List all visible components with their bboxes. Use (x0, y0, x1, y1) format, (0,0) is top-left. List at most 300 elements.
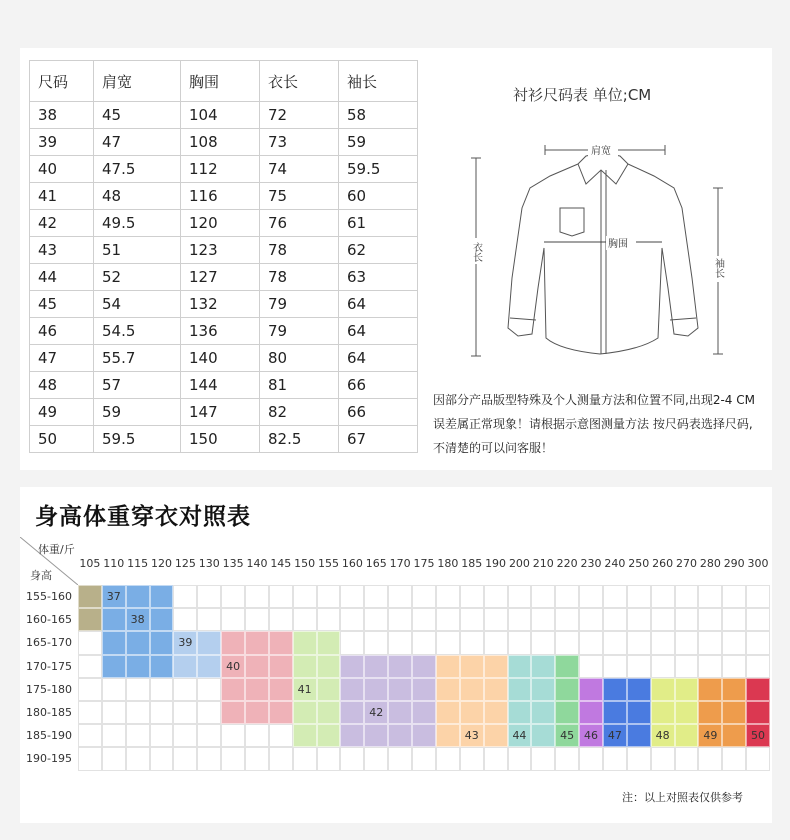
size-region-cell (531, 701, 555, 724)
weight-header: 110 (103, 557, 125, 570)
size-region-cell (388, 655, 412, 678)
corner-header (20, 537, 78, 585)
grid-cell (531, 747, 555, 770)
size-region-cell (484, 724, 508, 747)
size-region-cell (293, 655, 317, 678)
grid-cell (197, 585, 221, 608)
size-region-cell (722, 701, 746, 724)
table-row (30, 210, 418, 237)
table-cell: 54 (94, 291, 181, 318)
size-region-cell (746, 701, 770, 724)
grid-cell (150, 678, 174, 701)
weight-header: 220 (556, 557, 578, 570)
grid-cell (460, 608, 484, 631)
table-cell: 132 (181, 291, 260, 318)
grid-cell (460, 585, 484, 608)
size-region-cell (78, 585, 102, 608)
grid-cell (675, 608, 699, 631)
header-length: 衣长 (260, 61, 339, 102)
size-region-cell (436, 678, 460, 701)
weight-header: 130 (198, 557, 220, 570)
grid-cell (627, 631, 651, 654)
length-label: 衣长 (470, 242, 482, 262)
table-row (30, 318, 418, 345)
size-region-cell (126, 655, 150, 678)
size-region-cell (412, 701, 436, 724)
grid-cell (579, 631, 603, 654)
grid-cell (245, 747, 269, 770)
table-row (30, 129, 418, 156)
size-label: 43 (464, 729, 479, 743)
table-cell: 81 (260, 372, 339, 399)
size-region-cell (508, 655, 532, 678)
grid-cell (722, 608, 746, 631)
grid-cell (269, 747, 293, 770)
grid-cell (651, 747, 675, 770)
grid-cell (150, 724, 174, 747)
weight-header: 160 (341, 557, 363, 570)
table-cell: 147 (181, 399, 260, 426)
grid-cell (173, 585, 197, 608)
grid-cell (508, 747, 532, 770)
size-region-cell (269, 678, 293, 701)
grid-cell (698, 747, 722, 770)
size-region-cell (508, 701, 532, 724)
table-cell: 59.5 (94, 426, 181, 453)
grid-cell (531, 631, 555, 654)
table-cell: 127 (181, 264, 260, 291)
table-cell: 59.5 (339, 156, 418, 183)
grid-cell (126, 678, 150, 701)
table-cell: 48 (30, 372, 94, 399)
table-cell: 108 (181, 129, 260, 156)
size-region-cell (317, 701, 341, 724)
grid-cell (293, 608, 317, 631)
grid-cell (579, 655, 603, 678)
size-region-cell (78, 608, 102, 631)
table-cell: 59 (339, 129, 418, 156)
size-region-cell (698, 701, 722, 724)
sleeve-label: 袖长 (712, 258, 724, 278)
weight-header: 140 (246, 557, 268, 570)
size-region-cell (412, 655, 436, 678)
weight-header: 135 (222, 557, 244, 570)
grid-cell (78, 655, 102, 678)
table-cell: 59 (94, 399, 181, 426)
size-region-cell (388, 724, 412, 747)
grid-cell (555, 585, 579, 608)
size-label: 39 (178, 636, 193, 650)
size-label: 40 (226, 659, 241, 673)
height-weight-grid (20, 537, 770, 771)
size-region-cell (245, 678, 269, 701)
grid-cell (78, 701, 102, 724)
size-region-cell (698, 678, 722, 701)
size-label: 38 (130, 613, 145, 627)
size-region-cell (340, 655, 364, 678)
grid-cell (484, 608, 508, 631)
grid-cell (579, 608, 603, 631)
size-region-cell (460, 701, 484, 724)
size-region-cell (627, 724, 651, 747)
grid-cell (436, 608, 460, 631)
size-region-cell (436, 724, 460, 747)
size-region-cell (484, 678, 508, 701)
grid-cell (555, 631, 579, 654)
grid-cell (746, 608, 770, 631)
grid-cell (531, 585, 555, 608)
grid-cell (508, 608, 532, 631)
size-region-cell (221, 701, 245, 724)
size-region-cell (388, 701, 412, 724)
table-row (30, 291, 418, 318)
size-region-cell (269, 631, 293, 654)
size-region-cell (722, 678, 746, 701)
grid-cell (221, 724, 245, 747)
size-label: 42 (369, 706, 384, 719)
size-region-cell (269, 701, 293, 724)
table-row (30, 345, 418, 372)
size-region-cell (317, 678, 341, 701)
size-region-cell (126, 585, 150, 608)
table-cell: 46 (30, 318, 94, 345)
table-cell: 57 (94, 372, 181, 399)
weight-header: 250 (628, 557, 650, 570)
size-region-cell (675, 701, 699, 724)
size-label: 44 (512, 729, 527, 743)
size-region-cell (221, 678, 245, 701)
grid-cell (102, 701, 126, 724)
grid-cell (436, 631, 460, 654)
grid-cell (340, 585, 364, 608)
size-region-cell (627, 678, 651, 701)
size-region-cell (484, 655, 508, 678)
height-row-label: 180-185 (26, 706, 72, 719)
shirt-size-table (29, 60, 418, 453)
table-row (30, 237, 418, 264)
grid-cell (78, 724, 102, 747)
grid-cell (603, 655, 627, 678)
size-label: 48 (655, 729, 670, 743)
size-region-cell (150, 585, 174, 608)
grid-cell (293, 747, 317, 770)
grid-cell (388, 585, 412, 608)
grid-cell (317, 747, 341, 770)
grid-cell (317, 608, 341, 631)
grid-cell (102, 678, 126, 701)
grid-cell (675, 631, 699, 654)
grid-cell (460, 631, 484, 654)
grid-cell (722, 631, 746, 654)
size-region-cell (531, 655, 555, 678)
grid-cell (603, 585, 627, 608)
size-label: 47 (607, 729, 622, 743)
size-label: 49 (703, 729, 718, 743)
grid-cell (364, 747, 388, 770)
table-cell: 62 (339, 237, 418, 264)
grid-cell (436, 747, 460, 770)
grid-cell (269, 608, 293, 631)
table-cell: 39 (30, 129, 94, 156)
grid-cell (221, 585, 245, 608)
size-region-cell (317, 655, 341, 678)
weight-header: 280 (699, 557, 721, 570)
table-row (30, 156, 418, 183)
grid-cell (364, 631, 388, 654)
shoulder-label: 肩宽 (591, 146, 611, 157)
height-row-label: 160-165 (26, 613, 72, 627)
grid-cell (484, 585, 508, 608)
grid-cell (603, 608, 627, 631)
weight-header: 260 (652, 557, 674, 570)
table-header-row (30, 61, 418, 102)
size-region-cell (102, 608, 126, 631)
grid-cell (150, 701, 174, 724)
table-cell: 42 (30, 210, 94, 237)
header-chest: 胸围 (181, 61, 260, 102)
table-cell: 75 (260, 183, 339, 210)
size-region-cell (245, 701, 269, 724)
table-cell: 61 (339, 210, 418, 237)
chest-label: 胸围 (608, 239, 628, 250)
weight-header: 185 (461, 557, 483, 570)
height-row-label: 170-175 (26, 659, 72, 673)
weight-header: 165 (365, 557, 387, 570)
table-cell: 49.5 (94, 210, 181, 237)
grid-cell (126, 724, 150, 747)
table-cell: 72 (260, 102, 339, 129)
height-row-label: 185-190 (26, 729, 72, 743)
size-region-cell (245, 631, 269, 654)
grid-cell (364, 585, 388, 608)
grid-cell (698, 655, 722, 678)
size-region-cell (412, 678, 436, 701)
table-cell: 64 (339, 291, 418, 318)
grid-cell (364, 608, 388, 631)
size-region-cell (555, 655, 579, 678)
table-row (30, 183, 418, 210)
weight-header: 190 (485, 557, 507, 570)
grid-cell (722, 747, 746, 770)
grid-cell (412, 747, 436, 770)
grid-cell (78, 678, 102, 701)
grid-cell (221, 608, 245, 631)
grid-cell (173, 608, 197, 631)
grid-cell (579, 747, 603, 770)
header-shoulder: 肩宽 (94, 61, 181, 102)
weight-header: 200 (508, 557, 530, 570)
table-cell: 79 (260, 318, 339, 345)
grid-cell (340, 608, 364, 631)
weight-header: 105 (79, 557, 101, 570)
size-label: 50 (751, 729, 766, 743)
table-cell: 150 (181, 426, 260, 453)
grid-cell (102, 724, 126, 747)
size-region-cell (675, 724, 699, 747)
grid-cell (317, 585, 341, 608)
table-cell: 82 (260, 399, 339, 426)
size-region-cell (555, 701, 579, 724)
size-label: 46 (584, 729, 599, 743)
size-region-cell (436, 701, 460, 724)
size-region-cell (579, 701, 603, 724)
table-cell: 41 (30, 183, 94, 210)
height-row-label: 155-160 (26, 590, 72, 603)
weight-header: 155 (318, 557, 340, 570)
height-row-label: 175-180 (26, 682, 72, 696)
weight-header: 210 (532, 557, 554, 570)
size-region-cell (245, 655, 269, 678)
grid-cell (173, 701, 197, 724)
header-size: 尺码 (30, 61, 94, 102)
grid-cell (603, 631, 627, 654)
table-cell: 64 (339, 318, 418, 345)
size-label: 45 (560, 729, 575, 743)
grid-cell (293, 585, 317, 608)
size-region-cell (388, 678, 412, 701)
size-region-cell (293, 701, 317, 724)
grid-cell (579, 585, 603, 608)
grid-cell (126, 701, 150, 724)
table-cell: 47.5 (94, 156, 181, 183)
table-cell: 52 (94, 264, 181, 291)
table-row (30, 102, 418, 129)
table-cell: 78 (260, 264, 339, 291)
size-region-cell (197, 631, 221, 654)
grid-cell (675, 655, 699, 678)
table-cell: 144 (181, 372, 260, 399)
table-cell: 136 (181, 318, 260, 345)
size-region-cell (340, 701, 364, 724)
table-cell: 78 (260, 237, 339, 264)
grid-cell (722, 585, 746, 608)
size-region-cell (531, 678, 555, 701)
size-region-cell (675, 678, 699, 701)
size-region-cell (197, 655, 221, 678)
grid-cell (245, 724, 269, 747)
size-region-cell (651, 701, 675, 724)
table-cell: 66 (339, 399, 418, 426)
grid-cell (173, 678, 197, 701)
grid-cell (484, 631, 508, 654)
table-cell: 38 (30, 102, 94, 129)
grid-cell (412, 608, 436, 631)
size-region-cell (340, 724, 364, 747)
footnote: 注：以上对照表仅供参考 (622, 791, 743, 804)
size-region-cell (150, 608, 174, 631)
grid-cell (627, 608, 651, 631)
weight-header: 230 (580, 557, 602, 570)
weight-header: 300 (747, 557, 769, 570)
corner-weight-label: 体重/斤 (38, 543, 75, 556)
table-cell: 104 (181, 102, 260, 129)
size-region-cell (555, 678, 579, 701)
size-label: 37 (106, 590, 121, 603)
size-region-cell (603, 701, 627, 724)
size-region-cell (340, 678, 364, 701)
grid-cell (197, 678, 221, 701)
grid-cell (675, 585, 699, 608)
grid-cell (722, 655, 746, 678)
table-cell: 49 (30, 399, 94, 426)
grid-cell (531, 608, 555, 631)
grid-cell (746, 631, 770, 654)
table-cell: 55.7 (94, 345, 181, 372)
grid-cell (651, 608, 675, 631)
table-row (30, 426, 418, 453)
weight-header: 145 (270, 557, 292, 570)
grid-cell (675, 747, 699, 770)
size-region-cell (221, 631, 245, 654)
grid-cell (651, 655, 675, 678)
grid-cell (651, 631, 675, 654)
size-region-cell (150, 655, 174, 678)
corner-height-label: 身高 (30, 569, 52, 582)
size-region-cell (364, 655, 388, 678)
grid-cell (698, 585, 722, 608)
grid-cell (150, 747, 174, 770)
grid-cell (603, 747, 627, 770)
grid-cell (746, 747, 770, 770)
table-cell: 44 (30, 264, 94, 291)
table-cell: 45 (30, 291, 94, 318)
table-cell: 64 (339, 345, 418, 372)
grid-cell (340, 631, 364, 654)
grid-cell (746, 655, 770, 678)
weight-header: 120 (151, 557, 172, 570)
size-region-cell (460, 678, 484, 701)
grid-cell (78, 631, 102, 654)
weight-header: 150 (294, 557, 316, 570)
size-region-cell (364, 724, 388, 747)
grid-cell (388, 747, 412, 770)
grid-cell (484, 747, 508, 770)
size-region-cell (102, 655, 126, 678)
height-row-label: 165-170 (26, 636, 72, 650)
grid-cell (460, 747, 484, 770)
table-cell: 116 (181, 183, 260, 210)
grid-cell (245, 585, 269, 608)
table-row (30, 372, 418, 399)
table-cell: 79 (260, 291, 339, 318)
table-cell: 73 (260, 129, 339, 156)
size-region-cell (293, 724, 317, 747)
weight-header: 115 (127, 557, 149, 570)
grid-cell (245, 608, 269, 631)
grid-cell (102, 747, 126, 770)
grid-cell (173, 747, 197, 770)
grid-cell (173, 724, 197, 747)
size-region-cell (722, 724, 746, 747)
table-cell: 120 (181, 210, 260, 237)
size-region-cell (508, 678, 532, 701)
table-row (30, 399, 418, 426)
grid-cell (555, 747, 579, 770)
size-region-cell (579, 678, 603, 701)
grid-cell (340, 747, 364, 770)
grid-cell (746, 585, 770, 608)
table-cell: 40 (30, 156, 94, 183)
size-label: 41 (297, 682, 312, 696)
weight-header: 270 (675, 557, 697, 570)
table-cell: 47 (94, 129, 181, 156)
size-region-cell (293, 631, 317, 654)
grid-cell (388, 608, 412, 631)
size-region-cell (484, 701, 508, 724)
grid-cell (436, 585, 460, 608)
size-region-cell (531, 724, 555, 747)
table-cell: 51 (94, 237, 181, 264)
